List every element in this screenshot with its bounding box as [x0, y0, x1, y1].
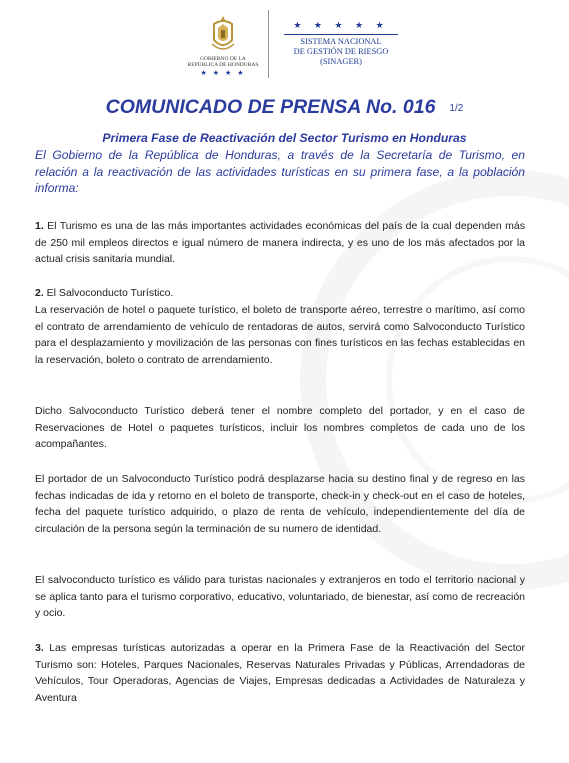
sinager-line-3: (SINAGER) [320, 57, 362, 66]
sinager-logo [276, 20, 406, 67]
header-divider [268, 10, 269, 78]
sinager-line-1: SISTEMA NACIONAL [300, 37, 382, 46]
section-3-number: 3. [35, 642, 44, 654]
section-2-paragraph-4: El salvoconducto turístico es válido para turistas nacionales y extranjeros en todo el territorio nacional y se aplica tanto para el turismo corporativo, educativo, voluntariado, de bienestar, así como de recreación y ocio. [35, 574, 525, 620]
document-header [0, 8, 569, 88]
section-1-number: 1. [35, 220, 44, 232]
section-3 [35, 640, 525, 706]
gov-stars: ★ ★ ★ ★ [200, 70, 246, 77]
coat-of-arms-icon [208, 14, 238, 54]
section-2-heading-text: El Salvoconducto Turístico. [43, 287, 174, 299]
sinager-rule [284, 34, 398, 35]
section-2-paragraph-2: Dicho Salvoconducto Turístico deberá tener el nombre completo del portador, y en el caso de Reservaciones de Hotel o paquetes turísticos, incluir los nombres completos de cada uno de los acompañantes. [35, 405, 525, 451]
section-3-text: Las empresas turísticas autorizadas a operar en la Primera Fase de la Reactivación del Sector Turismo son: Hoteles, Parques Nacionales, Reservas Naturales Privadas y Públicas, Arrendadoras de Vehículos, Tour Operadoras, Agencias de Viajes, Empresas dedicadas a Actividades de Naturaleza y Aventura [35, 642, 525, 704]
gov-logo-line-1: GOBIERNO DE LA [200, 56, 246, 62]
section-2-paragraph-3: El portador de un Salvoconducto Turístico podrá desplazarse hacia su destino final y de regreso en las fechas indicadas de ida y retorno en el boleto de transporte, check-in y check-out en el caso de hoteles, fecha del paquete turístico adquirido, o plazo de renta de vehículo, independientemente del día de circulación de la persona según la terminación de su numero de identidad. [35, 473, 525, 535]
section-2-paragraph-1: La reservación de hotel o paquete turístico, el boleto de transporte aéreo, terrestre o marítimo, así como el contrato de arrendamiento de vehículo de rentadoras de autos, servirá como Salvoconducto Turístico para el desplazamiento y movilización de las personas con fines turísticos en las fechas establecidas en la reservación, boleto o contrato de arrendamiento. [35, 304, 525, 366]
section-2-heading [35, 285, 525, 302]
press-release-title: COMUNICADO DE PRENSA No. 016 [105, 96, 436, 118]
intro-paragraph: El Gobierno de la República de Honduras, a través de la Secretaría de Turismo, en relación a la reactivación de las actividades turísticas en su primera fase, a la población informa: [35, 148, 525, 195]
subtitle: Primera Fase de Reactivación del Sector Turismo en Honduras [102, 131, 467, 145]
title-row [0, 96, 569, 119]
page-indicator: 1/2 [449, 103, 464, 114]
section-2-number: 2. [35, 287, 44, 299]
section-1 [35, 218, 525, 268]
section-1-text: El Turismo es una de las más importantes actividades económicas del país de la cual dependen más de 250 mil empleos directos e igual número de manera indirecta, y es uno de los más afectados por la actual crisis sanitaria mundial. [35, 220, 525, 266]
sinager-line-2: DE GESTIÓN DE RIESGO [293, 47, 389, 56]
gov-logo-line-2: REPÚBLICA DE HONDURAS [187, 62, 259, 68]
government-logo [186, 14, 260, 77]
sinager-stars: ★ ★ ★ ★ ★ [293, 20, 389, 30]
